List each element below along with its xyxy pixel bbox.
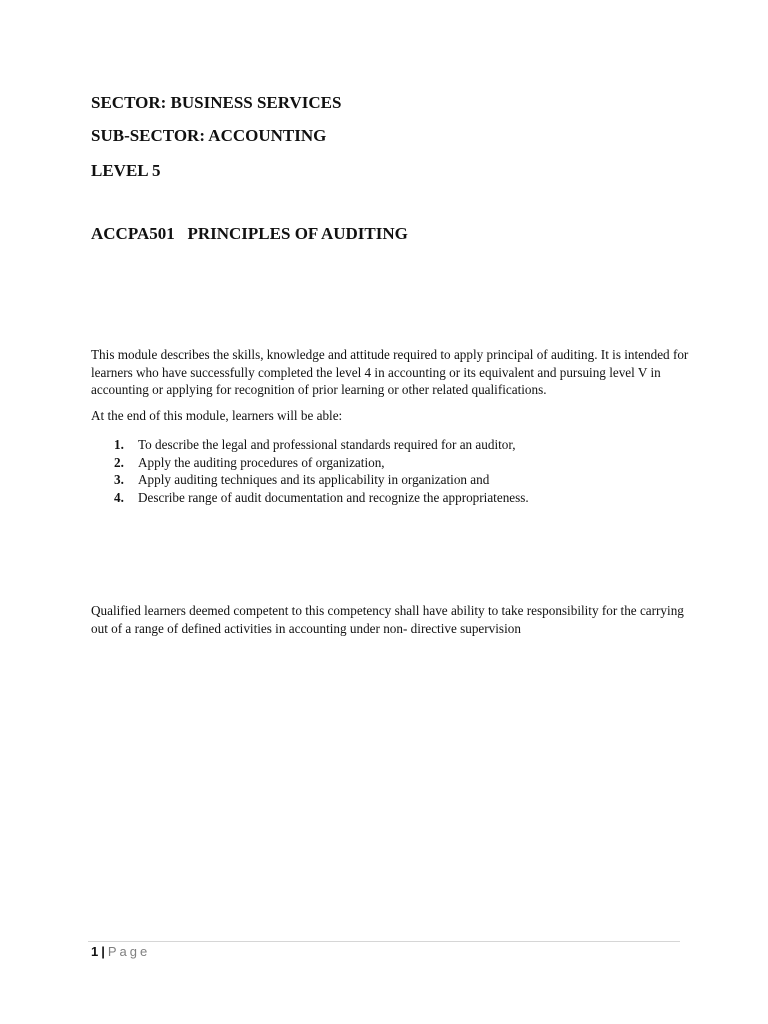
list-item-number: 4. <box>114 489 124 505</box>
page-label: Page <box>107 944 151 959</box>
list-item <box>91 454 529 472</box>
module-description: This module describes the skills, knowledge and attitude required to apply principal of auditing. It is intended for learners who have successfully completed the level 4 in accounting or its equivalent and pursuing level V in accounting or applying for recognition of prior learning or other related qualifications. <box>91 347 689 397</box>
list-item-text: Describe range of audit documentation and recognize the appropriateness. <box>138 489 529 505</box>
outcomes-intro: At the end of this module, learners will be able: <box>91 408 343 423</box>
list-item-number: 3. <box>114 472 124 487</box>
competency-statement: Qualified learners deemed competent to this competency shall have ability to take responsibility for the carrying out of a range of defined activities in accounting under non- directive supervision <box>91 603 684 636</box>
sub-sector-heading: SUB-SECTOR: ACCOUNTING <box>91 126 327 145</box>
page-number: 1 <box>91 944 99 959</box>
list-item <box>91 436 529 454</box>
list-item <box>91 471 529 489</box>
list-item-number: 2. <box>114 454 124 470</box>
list-item-text: Apply the auditing procedures of organization, <box>138 454 385 470</box>
module-title: ACCPA501 PRINCIPLES OF AUDITING <box>91 224 408 243</box>
list-item-text: Apply auditing techniques and its applicability in organization and <box>138 472 490 487</box>
footer-divider <box>88 941 680 942</box>
list-item-number: 1. <box>114 437 124 452</box>
footer-separator: | <box>101 944 105 959</box>
level-heading: LEVEL 5 <box>91 161 161 180</box>
learning-outcomes-list <box>91 436 529 506</box>
sector-heading: SECTOR: BUSINESS SERVICES <box>91 93 342 112</box>
list-item-text: To describe the legal and professional standards required for an auditor, <box>138 437 516 452</box>
list-item <box>91 489 529 507</box>
page-footer <box>91 943 150 960</box>
